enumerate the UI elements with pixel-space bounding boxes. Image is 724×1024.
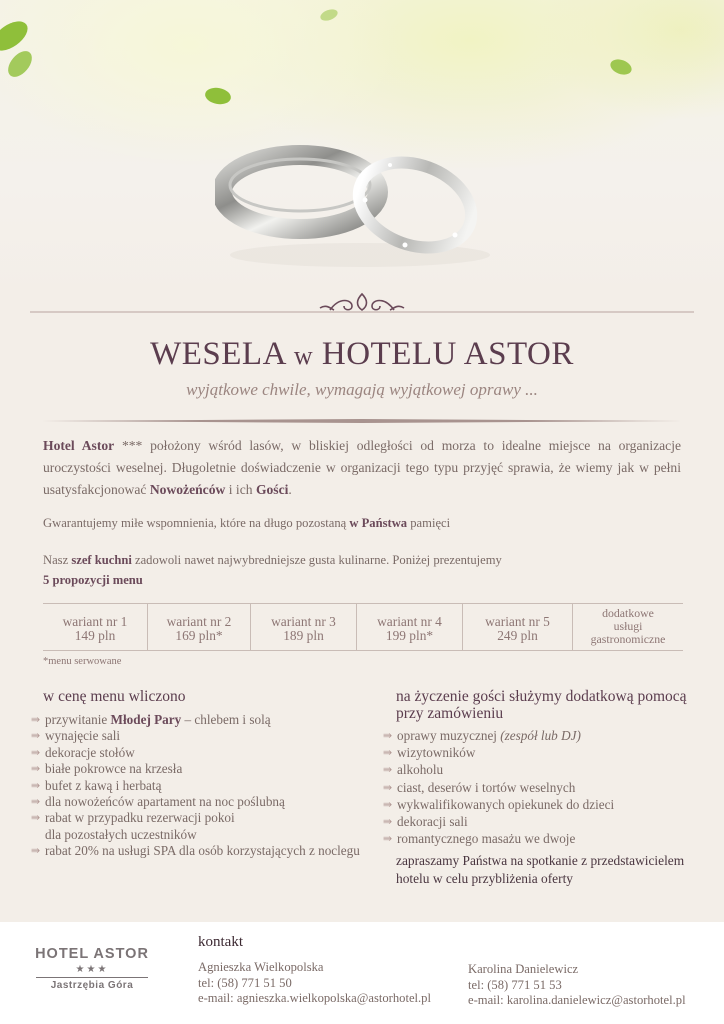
list-item: ⇛ romantycznego masażu we dwoje: [383, 831, 576, 847]
divider-line: [42, 418, 682, 424]
menu-variants-table: [43, 603, 683, 651]
variant-cell: wariant nr 1 149 pln: [43, 604, 148, 650]
guarantee-paragraph: Gwarantujemy miłe wspomnienia, które na długo pozostaną w Państwa pamięci: [43, 516, 451, 530]
arrow-icon: ⇛: [383, 763, 393, 777]
list-item: ⇛ oprawy muzycznej (zespół lub DJ): [383, 728, 581, 743]
wedding-rings-image: [215, 140, 505, 270]
leaf-decoration: [319, 7, 339, 23]
list-item: ⇛ rabat 20% na usługi SPA dla osób korzystających z noclegu: [31, 843, 360, 859]
arrow-icon: ⇛: [383, 832, 393, 846]
arrow-icon: ⇛: [383, 746, 393, 760]
list-item: ⇛ dekoracje stołów: [31, 744, 135, 760]
contact-phone[interactable]: tel: (58) 771 51 50: [198, 975, 292, 990]
ornament-divider: [30, 290, 694, 320]
included-list: [31, 712, 381, 860]
arrow-icon: ⇛: [31, 811, 41, 825]
page-title: WESELA w HOTELU ASTOR: [150, 336, 574, 372]
arrow-icon: ⇛: [31, 713, 41, 726]
footer: [0, 922, 724, 1024]
contact-heading: kontakt: [198, 934, 243, 950]
stars-icon: ★★★: [75, 964, 109, 975]
extras-heading: na życzenie gości służymy dodatkową pomocą przy zamówieniu: [396, 688, 687, 722]
list-item: ⇛ bufet z kawą i herbatą: [31, 777, 162, 793]
arrow-icon: ⇛: [383, 797, 393, 811]
variant-cell: wariant nr 3 189 pln: [251, 604, 357, 650]
logo-divider: [36, 977, 148, 978]
arrow-icon: ⇛: [31, 745, 41, 759]
arrow-icon: ⇛: [31, 762, 41, 776]
extra-services-cell: dodatkowe usługi gastronomiczne: [590, 606, 666, 646]
list-item: ⇛ wykwalifikowanych opiekunek do dzieci: [383, 796, 615, 812]
contact-name: Karolina Danielewicz: [468, 962, 579, 976]
menu-footnote: *menu serwowane: [43, 656, 122, 667]
list-item: ⇛ dla nowożeńców apartament na noc poślubną: [31, 794, 285, 810]
variant-cell: wariant nr 5 249 pln: [463, 604, 573, 650]
arrow-icon: ⇛: [31, 729, 41, 743]
list-item: ⇛ ciast, deserów i tortów weselnych: [383, 779, 576, 795]
contact-email[interactable]: e-mail: agnieszka.wielkopolska@astorhotel.pl: [198, 991, 431, 1006]
variant-cell: wariant nr 2 169 pln*: [148, 604, 251, 650]
leaf-decoration: [3, 47, 36, 82]
arrow-icon: ⇛: [383, 780, 393, 794]
list-item: ⇛ dekoracji sali: [383, 814, 468, 830]
arrow-icon: ⇛: [383, 729, 393, 742]
contact-card: [468, 962, 686, 1009]
list-item: ⇛ wynajęcie sali: [31, 728, 121, 744]
hotel-logo: HOTEL ASTOR ★★★ Jastrzębia Góra: [35, 946, 149, 991]
page-subtitle: wyjątkowe chwile, wymagają wyjątkowej oprawy ...: [186, 380, 538, 399]
variant-cell: wariant nr 4 199 pln*: [357, 604, 463, 650]
intro-paragraph: Hotel Astor *** położony wśród lasów, w bliskiej odległości od morza to idealne miejsce na organizacje uroczystości weselnej. Długoletnie doświadczenie w organizacji tego typu przyjęć sprawia, że wiemy jak w pełni usatysfakcjonować Nowożeńców i ich Gości.: [43, 438, 682, 497]
contact-name: Agnieszka Wielkopolska: [198, 960, 324, 974]
arrow-icon: ⇛: [31, 795, 41, 809]
list-item: ⇛ rabat w przypadku rezerwacji pokoi dla pozostałych uczestników: [31, 810, 235, 842]
leaf-decoration: [608, 57, 633, 78]
contact-phone[interactable]: tel: (58) 771 51 53: [468, 977, 562, 992]
hero-photo: [0, 0, 724, 300]
invitation-text: zapraszamy Państwa na spotkanie z przedstawicielem hotelu w celu przybliżenia oferty: [396, 853, 685, 886]
arrow-icon: ⇛: [31, 778, 41, 792]
contact-email[interactable]: e-mail: karolina.danielewicz@astorhotel.pl: [468, 993, 686, 1008]
leaf-decoration: [204, 86, 232, 106]
list-item: ⇛ alkoholu: [383, 762, 444, 778]
list-item: ⇛ przywitanie Młodej Pary – chlebem i solą: [31, 712, 271, 727]
list-item: ⇛ wizytowników: [383, 745, 476, 761]
chef-paragraph: Nasz szef kuchni zadowoli nawet najwybredniejsze gusta kulinarne. Poniżej prezentujemy 5 propozycji menu: [43, 553, 502, 587]
contact-card: [198, 960, 431, 1007]
list-item: ⇛ białe pokrowce na krzesła: [31, 761, 183, 777]
included-heading: w cenę menu wliczono: [43, 688, 186, 705]
arrow-icon: ⇛: [31, 844, 41, 858]
arrow-icon: ⇛: [383, 815, 393, 829]
extras-list: [383, 727, 693, 847]
